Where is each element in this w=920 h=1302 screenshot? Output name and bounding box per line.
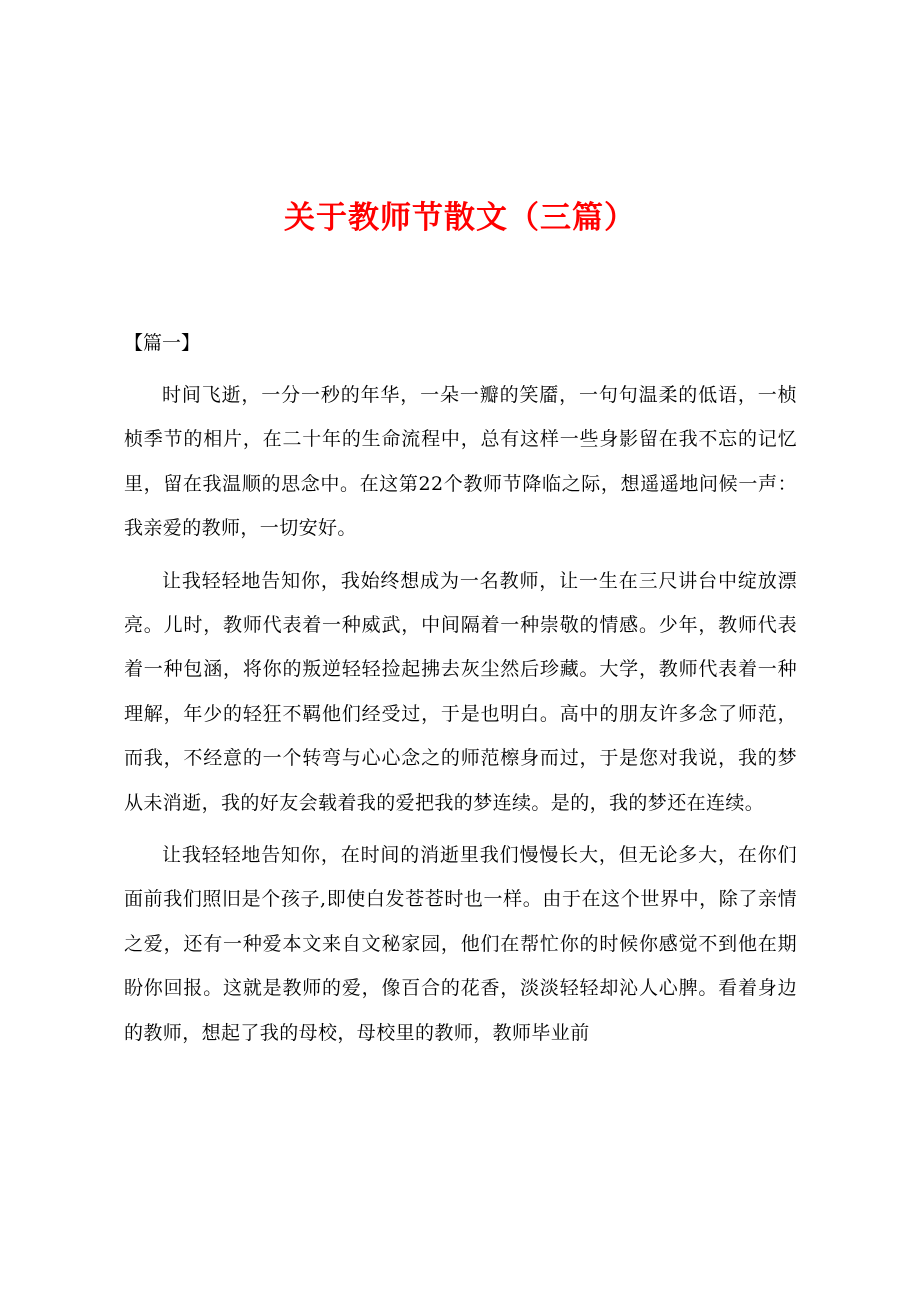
paragraph-1: 时间飞逝，一分一秒的年华，一朵一瓣的笑靥，一句句温柔的低语，一桢桢季节的相片，在二十年的生命流程中，总有这样一些身影留在我不忘的记忆里，留在我温顺的思念中。在这第22个教师节降临之际，想遥遥地问候一声：我亲爱的教师，一切安好。	[124, 384, 797, 540]
paragraph-2: 让我轻轻地告知你，我始终想成为一名教师，让一生在三尺讲台中绽放漂亮。儿时，教师代表着一种威武，中间隔着一种崇敬的情感。少年，教师代表着一种包涵，将你的叛逆轻轻捡起拂去灰尘然后珍藏。大学，教师代表着一种理解，年少的轻狂不羁他们经受过，于是也明白。高中的朋友许多念了师范，而我，不经意的一个转弯与心心念之的师范檫身而过，于是您对我说，我的梦从未消逝，我的好友会载着我的爱把我的梦连续。是的，我的梦还在连续。	[124, 569, 797, 814]
paragraph-3: 让我轻轻地告知你，在时间的消逝里我们慢慢长大，但无论多大，在你们面前我们照旧是个孩子,即使白发苍苍时也一样。由于在这个世界中，除了亲情之爱，还有一种爱本文来自文秘家园，他们在帮忙你的时候你感觉不到他在期盼你回报。这就是教师的爱，像百合的花香，淡淡轻轻却沁人心脾。看着身边的教师，想起了我的母校，母校里的教师，教师毕业前	[124, 844, 797, 1044]
article-body	[124, 373, 797, 1063]
document-title: 关于教师节散文（三篇）	[284, 200, 636, 236]
section-label: 【篇一】	[124, 332, 201, 354]
